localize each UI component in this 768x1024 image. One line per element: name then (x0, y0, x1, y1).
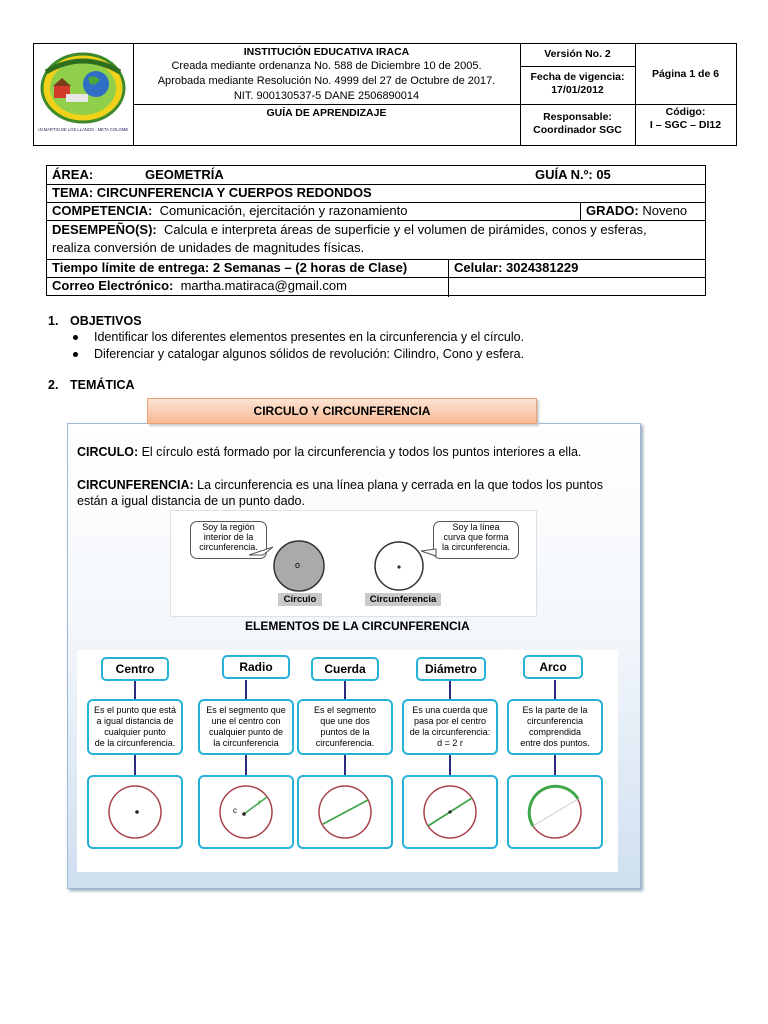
speech-bubble-left: Soy la región interior de la circunferencia. (190, 521, 267, 559)
element-desc-arco: Es la parte de la circunferencia comprendida entre dos puntos. (507, 699, 603, 755)
element-desc-cuerda: Es el segmento que une dos puntos de la circunferencia. (297, 699, 393, 755)
tematica-title: TEMÁTICA (70, 378, 135, 392)
objetivo-item: Diferenciar y catalogar algunos sólidos de revolución: Cilindro, Cono y esfera. (73, 347, 524, 361)
svg-text:SAN MARTIN DE LOS LLANOS - MET: SAN MARTIN DE LOS LLANOS - META COLOMBIA (38, 127, 128, 132)
page-number: Página 1 de 6 (651, 68, 720, 80)
correo-label: Correo Electrónico: (52, 278, 174, 293)
connector (245, 754, 247, 776)
speech-bubble-right: Soy la línea curva que forma la circunferencia. (433, 521, 519, 559)
validity-label: Fecha de vigencia: (530, 71, 625, 83)
institution-logo (38, 48, 128, 140)
element-figure-arco (507, 775, 603, 849)
responsible-value: Coordinador SGC (533, 124, 622, 136)
guide-title: GUÍA DE APRENDIZAJE (266, 107, 387, 119)
connector (554, 680, 556, 700)
bullet-icon (73, 352, 78, 357)
grado-label: GRADO: (586, 203, 639, 218)
connector (449, 680, 451, 700)
connector (344, 680, 346, 700)
code-value: I – SGC – DI12 (649, 119, 722, 131)
element-title-centro: Centro (101, 657, 169, 681)
element-figure-diametro (402, 775, 498, 849)
circulo-definition: CIRCULO: El círculo está formado por la circunferencia y todos los puntos interiores a ella. (77, 445, 582, 459)
radius-label: r (258, 798, 261, 807)
element-figure-cuerda (297, 775, 393, 849)
guia-number: GUÍA N.º: 05 (535, 167, 611, 182)
tiempo-limite: Tiempo límite de entrega: 2 Semanas – (2 horas de Clase) (52, 260, 408, 275)
connector (134, 680, 136, 700)
approval-info: Aprobada mediante Resolución No. 4999 del 27 de Octubre de 2017. (157, 75, 496, 87)
connector (245, 680, 247, 700)
divider (133, 104, 520, 105)
connector (134, 754, 136, 776)
center-label: c (233, 806, 237, 815)
header-table (33, 43, 737, 146)
divider (580, 202, 581, 220)
desempeno-text-cont: realiza conversión de unidades de magnitudes físicas. (52, 240, 365, 255)
circunferencia-definition: CIRCUNFERENCIA: La circunferencia es una línea plana y cerrada en la que todos los puntos (77, 478, 603, 492)
bullet-icon (73, 335, 78, 340)
grado-value: Noveno (642, 203, 688, 218)
institution-name: INSTITUCIÓN EDUCATIVA IRACA (243, 46, 410, 58)
version: Versión No. 2 (544, 48, 611, 60)
validity-date: 17/01/2012 (551, 84, 604, 96)
nit-info: NIT. 900130537-5 DANE 2506890014 (233, 90, 420, 102)
desempeno-text: Calcula e interpreta áreas de superficie y el volumen de pirámides, conos y esferas, (163, 222, 647, 237)
divider (47, 220, 705, 221)
tematica-number: 2. (48, 378, 59, 392)
objetivos-title: OBJETIVOS (70, 314, 142, 328)
objetivo-item: Identificar los diferentes elementos presentes en la circunferencia y el círculo. (73, 330, 524, 344)
divider (520, 104, 736, 105)
circle-shapes (171, 511, 538, 618)
info-table (46, 165, 706, 296)
connector (449, 754, 451, 776)
competencia-label: COMPETENCIA: (52, 203, 153, 218)
responsible-label: Responsable: (543, 111, 612, 123)
element-desc-diametro: Es una cuerda que pasa por el centro de la circunferencia: d = 2 r (402, 699, 498, 755)
element-figure-centro (87, 775, 183, 849)
element-title-diametro: Diámetro (416, 657, 486, 681)
tag-circunferencia: Circunferencia (365, 593, 441, 606)
celular: Celular: 3024381229 (454, 260, 579, 275)
correo-value: martha.matiraca@gmail.com (180, 278, 347, 293)
center-mark: o (295, 560, 301, 570)
section-banner: CIRCULO Y CIRCUNFERENCIA (147, 398, 537, 424)
element-title-arco: Arco (523, 655, 583, 679)
circunferencia-definition-cont: están a igual distancia de un punto dado. (77, 494, 305, 508)
element-title-radio: Radio (222, 655, 290, 679)
divider (520, 66, 635, 67)
competencia-value: Comunicación, ejercitación y razonamiento (159, 203, 408, 218)
objetivos-number: 1. (48, 314, 59, 328)
creation-info: Creada mediante ordenanza No. 588 de Diciembre 10 de 2005. (171, 60, 482, 72)
circle-vs-circumference-figure (170, 510, 537, 617)
elements-title: ELEMENTOS DE LA CIRCUNFERENCIA (245, 619, 470, 633)
element-desc-radio: Es el segmento que une el centro con cualquier punto de la circunferencia (198, 699, 294, 755)
area-label: ÁREA: (52, 167, 94, 182)
desempeno-label: DESEMPEÑO(S): (52, 222, 157, 237)
divider (448, 259, 449, 297)
element-figure-radio (198, 775, 294, 849)
code-label: Código: (665, 106, 706, 118)
element-desc-centro: Es el punto que está a igual distancia de cualquier punto de la circunferencia. (87, 699, 183, 755)
element-title-cuerda: Cuerda (311, 657, 379, 681)
connector (344, 754, 346, 776)
connector (554, 754, 556, 776)
tema: TEMA: CIRCUNFERENCIA Y CUERPOS REDONDOS (52, 185, 372, 200)
tag-circulo: Círculo (278, 593, 322, 606)
elements-figure (77, 650, 618, 872)
area-value: GEOMETRÍA (145, 167, 224, 182)
